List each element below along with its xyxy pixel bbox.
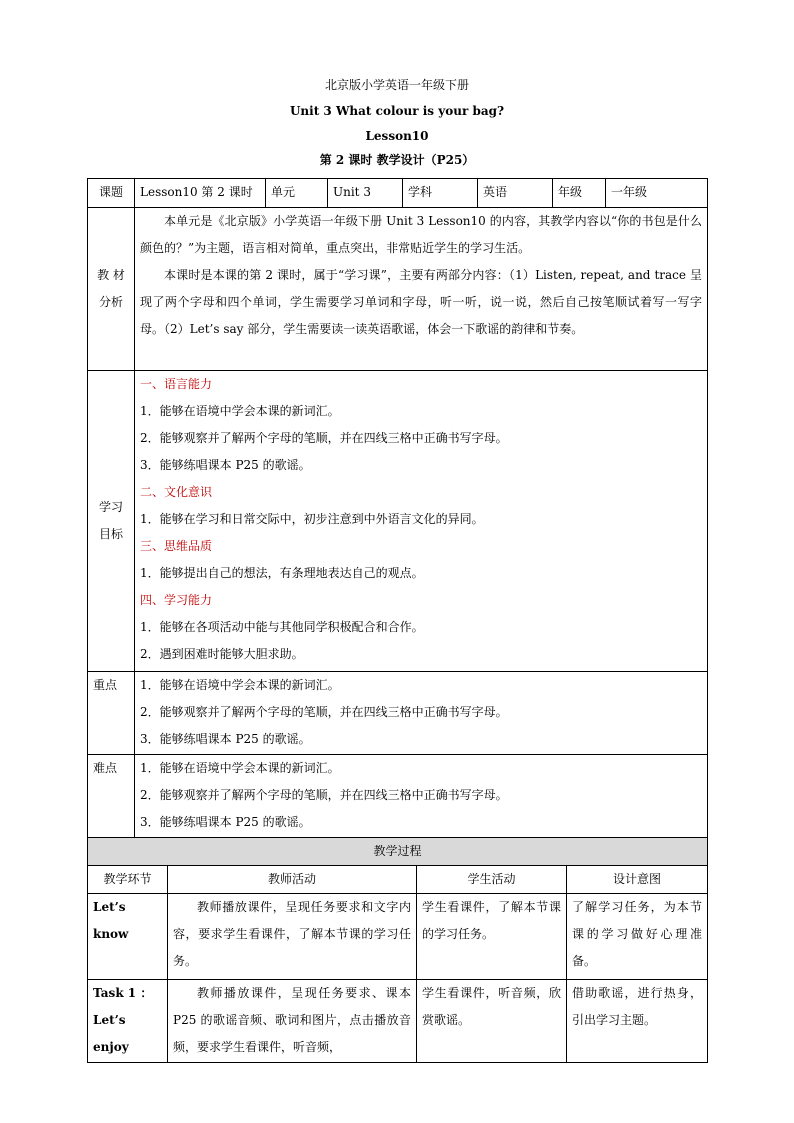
doc-title-lesson: Lesson10 [365, 129, 429, 143]
header-intent: 设计意图 [567, 866, 708, 894]
header-stage: 教学环节 [88, 866, 168, 894]
difficulty-item: 1．能够在语境中学会本课的新词汇。 [140, 761, 340, 775]
header-teacher: 教师活动 [168, 866, 417, 894]
student-activity: 学生看课件，了解本节课的学习任务。 [417, 894, 567, 980]
goal-item: 2．能够观察并了解两个字母的笔顺，并在四线三格中正确书写字母。 [140, 431, 508, 445]
goal-item: 1．能够在语境中学会本课的新词汇。 [140, 404, 340, 418]
unit-label: 单元 [266, 179, 328, 208]
teacher-activity: 教师播放课件，呈现任务要求和文字内容，要求学生看课件，了解本节课的学习任务。 [168, 894, 417, 980]
process-header-row [88, 866, 708, 894]
grade-label: 年级 [553, 179, 606, 208]
info-row [88, 179, 708, 208]
goal-item: 1．能够提出自己的想法，有条理地表达自己的观点。 [140, 566, 424, 580]
stage-cell: Let’s know [88, 894, 168, 980]
goals-content [135, 371, 708, 672]
goal-item: 2．遇到困难时能够大胆求助。 [140, 647, 304, 661]
key-points-row [88, 672, 708, 755]
design-intent: 借助歌谣，进行热身，引出学习主题。 [567, 980, 708, 1063]
teacher-activity: 教师播放课件，呈现任务要求、课本 P25 的歌谣音频、歌词和图片，点击播放音频，要求学生看课件，听音频， [168, 980, 417, 1063]
key-point-item: 2．能够观察并了解两个字母的笔顺，并在四线三格中正确书写字母。 [140, 705, 508, 719]
lesson-info-table [87, 178, 708, 838]
goals-label: 学习 目标 [88, 371, 135, 672]
process-title-row [88, 838, 708, 866]
goal-item: 1．能够在各项活动中能与其他同学积极配合和合作。 [140, 620, 424, 634]
goal-item: 1．能够在学习和日常交际中，初步注意到中外语言文化的异同。 [140, 512, 484, 526]
analysis-row [88, 208, 708, 371]
goal-section-title: 三、思维品质 [140, 539, 213, 553]
teaching-process-table [87, 837, 708, 1063]
goals-row [88, 371, 708, 672]
process-title: 教学过程 [88, 838, 708, 866]
doc-title-book: 北京版小学英语一年级下册 [324, 78, 469, 92]
stage-cell: Task 1 ：Let’s enjoy [88, 980, 168, 1063]
process-row [88, 980, 708, 1063]
unit-value: Unit 3 [328, 179, 403, 208]
difficulties-label: 难点 [88, 755, 135, 838]
design-intent: 了解学习任务，为本节课的学习做好心理准备。 [567, 894, 708, 980]
grade-value: 一年级 [606, 179, 708, 208]
analysis-paragraph-2: 本课时是本课的第 2 课时，属于“学习课”，主要有两部分内容：（1）Listen, repeat, and trace 呈现了两个字母和四个单词，学生需要学习单词和字母，听一听，说一说，然后自己按笔顺试着写一写字母。（2）Let’s say 部分，学生需要读一读英语歌谣，体会一下歌谣的韵律和节奏。 [140, 268, 702, 336]
analysis-label: 教 材 分析 [88, 208, 135, 371]
goal-section-title: 四、学习能力 [140, 593, 213, 607]
student-activity: 学生看课件，听音频，欣赏歌谣。 [417, 980, 567, 1063]
goal-item: 3．能够练唱课本 P25 的歌谣。 [140, 458, 311, 472]
key-points-content [135, 672, 708, 755]
difficulties-content [135, 755, 708, 838]
subject-value: 英语 [478, 179, 553, 208]
process-row [88, 894, 708, 980]
topic-label: 课题 [88, 179, 135, 208]
difficulties-row [88, 755, 708, 838]
subject-label: 学科 [403, 179, 478, 208]
topic-value: Lesson10 第 2 课时 [135, 179, 266, 208]
key-point-item: 3．能够练唱课本 P25 的歌谣。 [140, 732, 311, 746]
key-point-item: 1．能够在语境中学会本课的新词汇。 [140, 678, 340, 692]
goal-section-title: 二、文化意识 [140, 485, 213, 499]
difficulty-item: 3．能够练唱课本 P25 的歌谣。 [140, 815, 311, 829]
analysis-content [135, 208, 708, 371]
difficulty-item: 2．能够观察并了解两个字母的笔顺，并在四线三格中正确书写字母。 [140, 788, 508, 802]
analysis-paragraph-1: 本单元是《北京版》小学英语一年级下册 Unit 3 Lesson10 的内容，其教学内容以“你的书包是什么颜色的？”为主题，语言相对简单，重点突出，非常贴近学生的学习生活。 [140, 214, 702, 255]
header-student: 学生活动 [417, 866, 567, 894]
key-points-label: 重点 [88, 672, 135, 755]
doc-title-unit: Unit 3 What colour is your bag? [289, 104, 505, 118]
goal-section-title: 一、语言能力 [140, 377, 213, 391]
doc-title-period: 第 2 课时 教学设计（P25） [319, 153, 475, 167]
